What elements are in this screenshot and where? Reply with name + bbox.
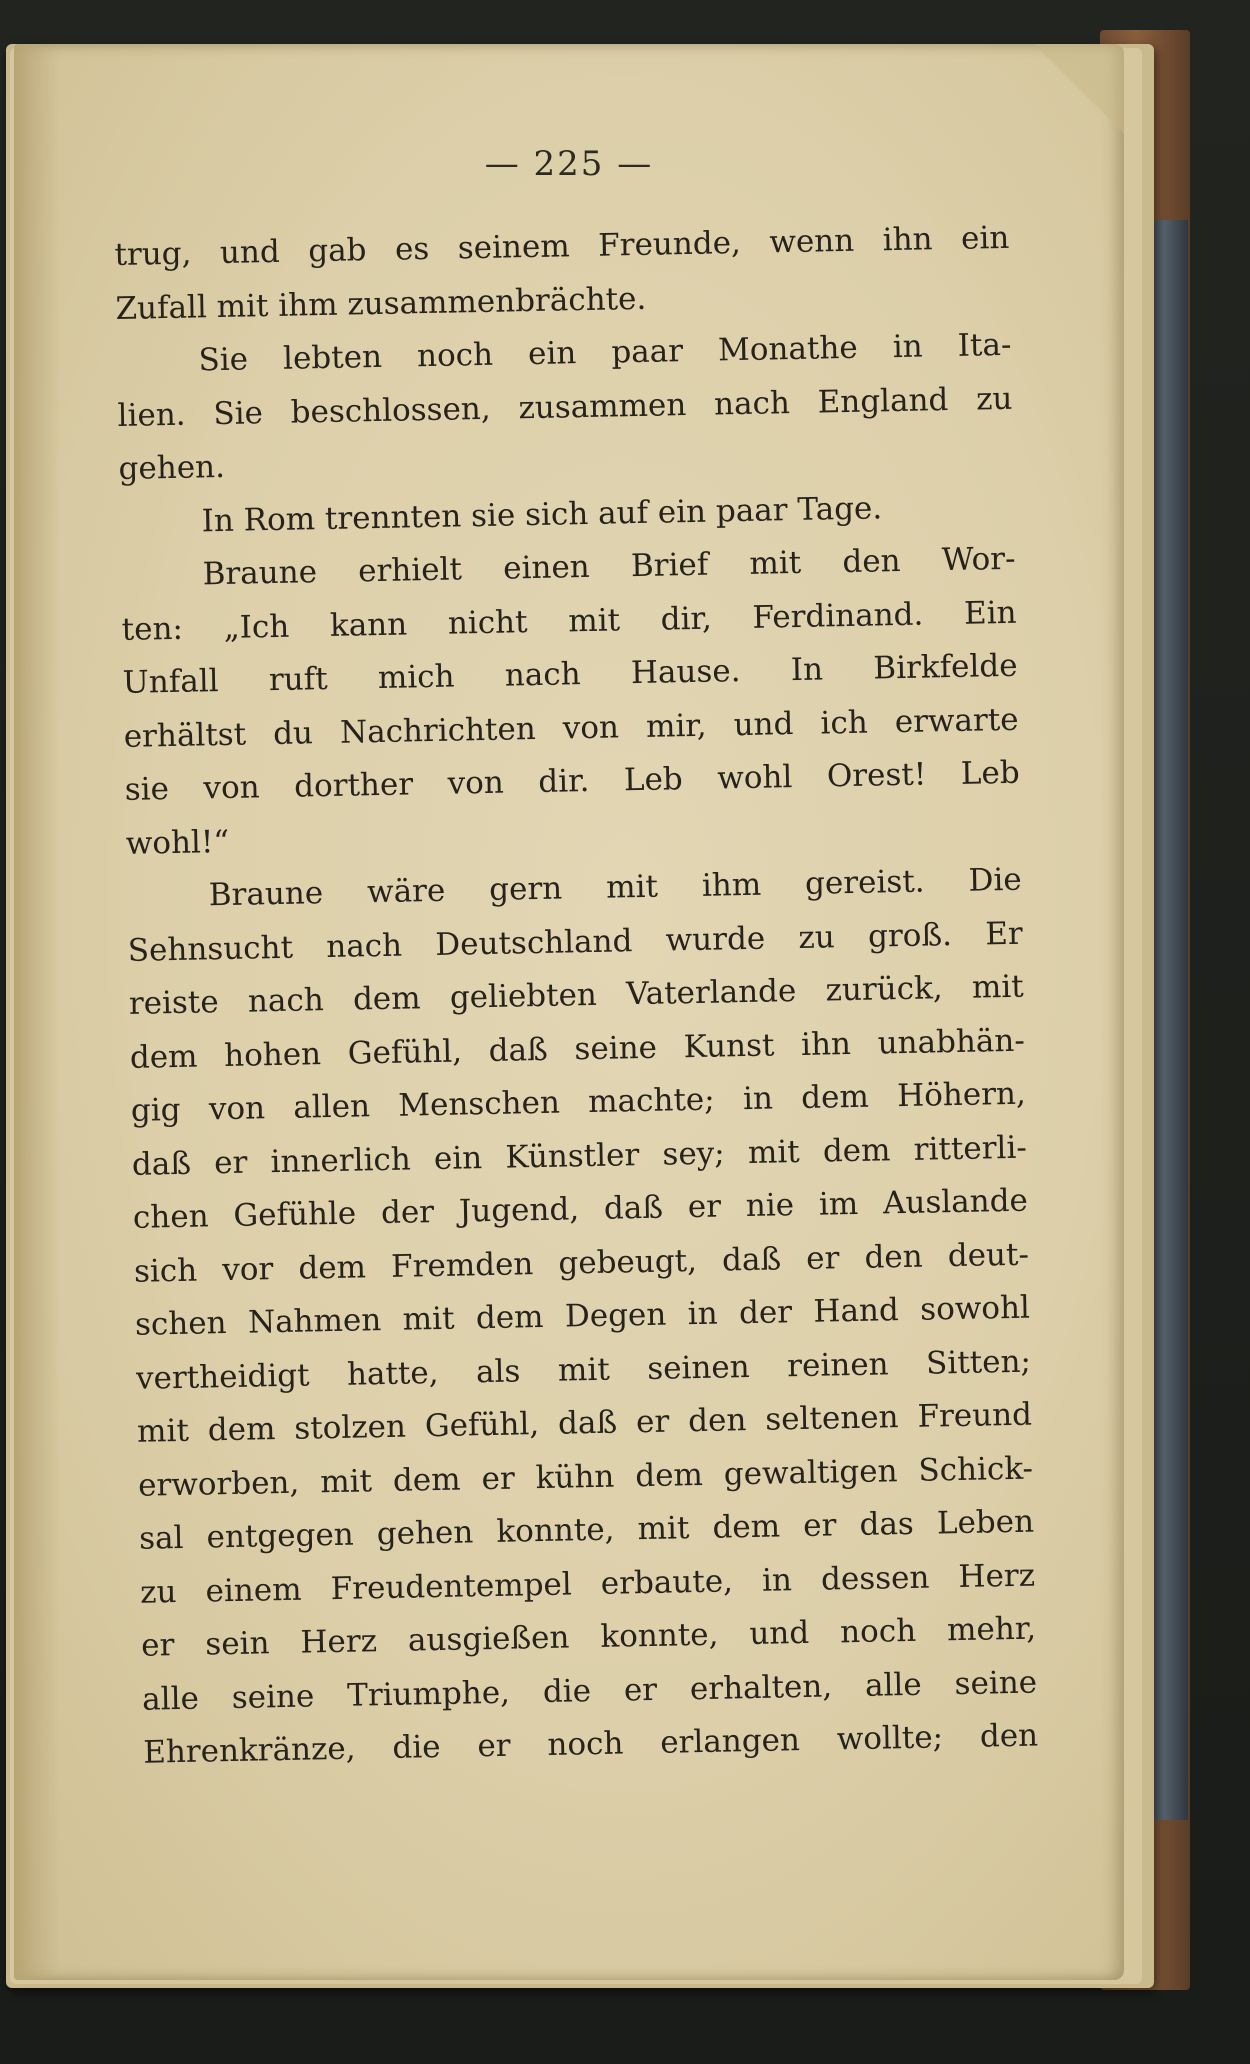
text-line: In Rom trennten sie sich auf ein paar Tage. [201, 489, 883, 539]
text-line: chen Gefühle der Jugend, daß er nie im Auslande [132, 1182, 1029, 1236]
text-line: Unfall ruft mich nach Hause. In Birkfelde [122, 647, 1018, 701]
text-line: wohl!“ [125, 823, 230, 862]
text-line: reiste nach dem geliebten Vaterlande zurück, mit [128, 968, 1025, 1022]
page-number: — 225 — [484, 144, 654, 184]
text-line: Sehnsucht nach Deutschland wurde zu groß. Er [127, 915, 1024, 969]
page-gutter-shadow [14, 44, 60, 1980]
text-line: Braune wäre gern mit ihm gereist. Die [208, 861, 1023, 914]
text-line: gig von allen Menschen machte; in dem Höhern, [130, 1075, 1027, 1129]
body-text [114, 212, 1039, 1780]
text-line: vertheidigt hatte, als mit seinen reinen Sitten; [135, 1343, 1032, 1397]
text-line: ten: „Ich kann nicht mit dir, Ferdinand. Ein [121, 594, 1017, 648]
text-line: Sie lebten noch ein paar Monathe in Ita- [198, 326, 1012, 379]
text-line: Braune erhielt einen Brief mit den Wor- [202, 540, 1016, 593]
text-line: sal entgegen gehen konnte, mit dem er das Leben [138, 1503, 1035, 1557]
text-line: er sein Herz ausgießen konnte, und noch mehr, [140, 1610, 1037, 1664]
text-line: lien. Sie beschlossen, zusammen nach England zu [117, 380, 1013, 434]
text-line: dem hohen Gefühl, daß seine Kunst ihn unabhän- [129, 1022, 1026, 1076]
text-line: trug, und gab es seinem Freunde, wenn ihn ein [114, 219, 1010, 273]
text-line: alle seine Triumphe, die er erhalten, alle seine [141, 1664, 1038, 1718]
text-line: erhältst du Nachrichten von mir, und ich erwarte [123, 701, 1019, 755]
text-line: schen Nahmen mit dem Degen in der Hand sowohl [134, 1289, 1031, 1343]
text-line: sie von dorther von dir. Leb wohl Orest! Leb [124, 754, 1020, 808]
text-line: daß er innerlich ein Künstler sey; mit dem ritterli- [131, 1129, 1028, 1183]
text-line: sich vor dem Fremden gebeugt, daß er den deut- [133, 1236, 1030, 1290]
book-page [14, 44, 1124, 1980]
text-line: gehen. [118, 448, 226, 487]
text-line: erworben, mit dem er kühn dem gewaltigen Schick- [137, 1450, 1034, 1504]
page-fold-corner [1034, 44, 1124, 134]
text-line: Zufall mit ihm zusammenbrächte. [115, 280, 647, 327]
text-line: Ehrenkränze, die er noch erlangen wollte; den [142, 1717, 1039, 1771]
text-line: mit dem stolzen Gefühl, daß er den seltenen Freund [136, 1396, 1033, 1450]
text-line: zu einem Freudentempel erbaute, in dessen Herz [139, 1557, 1036, 1611]
